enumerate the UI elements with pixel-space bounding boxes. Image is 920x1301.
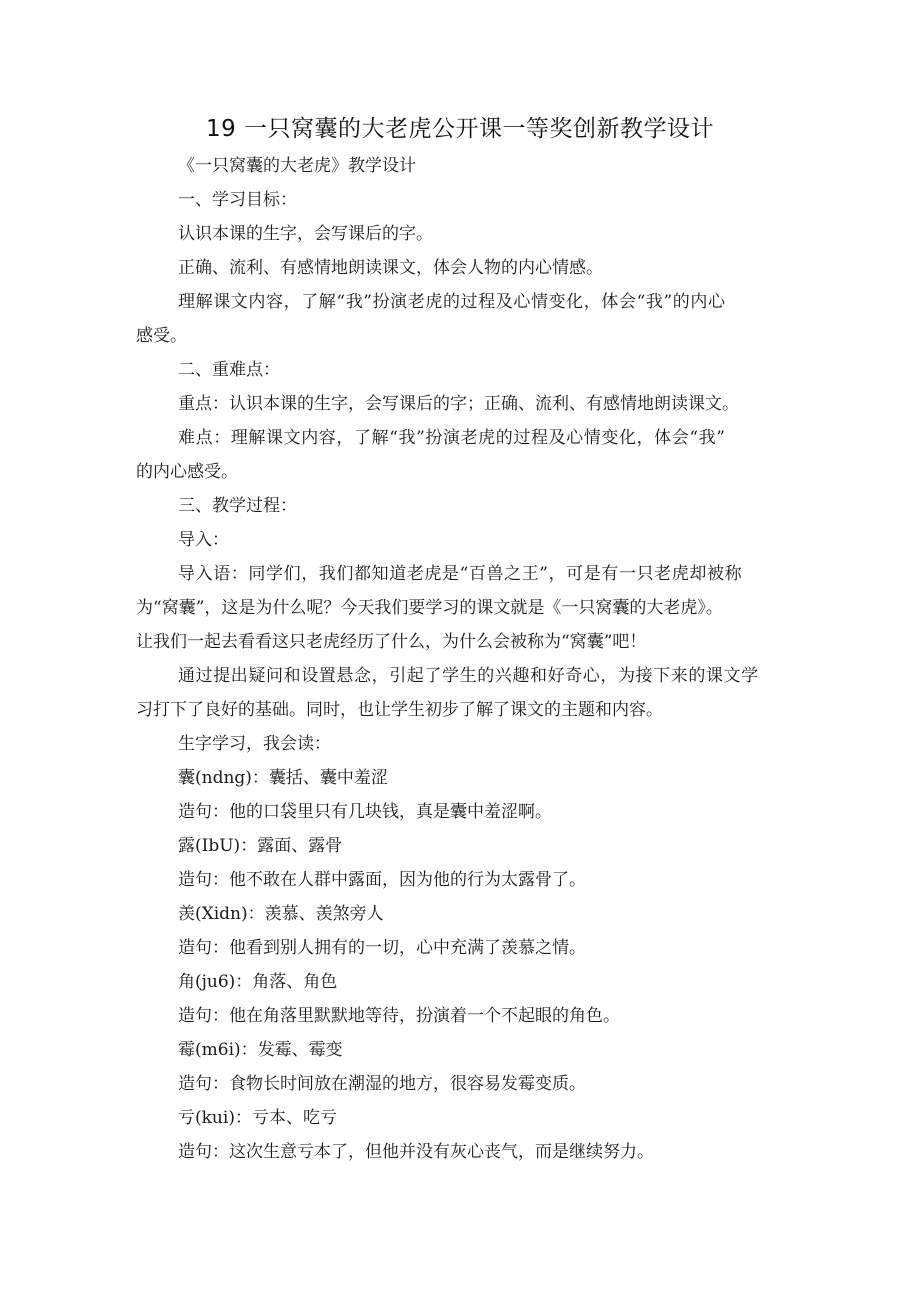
section-heading: 一、学习目标： xyxy=(178,190,297,210)
vocab-line: 露(IbU)：露面、露骨 xyxy=(178,836,343,856)
paragraph-line: 通过提出疑问和设置悬念，引起了学生的兴趣和好奇心，为接下来的课文学 xyxy=(178,666,759,686)
paragraph-line: 认识本课的生字，会写课后的字。 xyxy=(178,224,433,244)
paragraph-line: 习打下了良好的基础。同时，也让学生初步了解了课文的主题和内容。 xyxy=(136,700,663,720)
vocab-line: 霉(m6i)：发霉、霉变 xyxy=(178,1040,343,1060)
vocab-line: 亏(kui)：亏本、吃亏 xyxy=(178,1108,337,1128)
paragraph-line: 导入语：同学们，我们都知道老虎是“百兽之王”，可是有一只老虎却被称 xyxy=(178,564,743,584)
subtitle-line: 《一只窝囊的大老虎》教学设计 xyxy=(178,156,416,176)
section-heading: 二、重难点： xyxy=(178,360,280,380)
vocab-line: 角(ju6)：角落、角色 xyxy=(178,972,338,992)
paragraph-line: 生字学习，我会读： xyxy=(178,734,331,754)
paragraph-line: 难点：理解课文内容，了解“我”扮演老虎的过程及心情变化，体会“我” xyxy=(178,428,726,448)
paragraph-line: 导入： xyxy=(178,530,229,550)
example-sentence: 造句：他在角落里默默地等待，扮演着一个不起眼的角色。 xyxy=(178,1006,620,1026)
example-sentence: 造句：他不敢在人群中露面，因为他的行为太露骨了。 xyxy=(178,870,586,890)
document-body xyxy=(136,149,800,1169)
example-sentence: 造句：食物长时间放在潮湿的地方，很容易发霉变质。 xyxy=(178,1074,586,1094)
vocab-line: 囊(ndng)：囊括、囊中羞涩 xyxy=(178,768,388,788)
paragraph-line: 感受。 xyxy=(136,326,187,346)
paragraph-line: 正确、流利、有感情地朗读课文，体会人物的内心情感。 xyxy=(178,258,603,278)
paragraph-line: 理解课文内容，了解“我”扮演老虎的过程及心情变化，体会“我”的内心 xyxy=(178,292,726,312)
paragraph-line: 让我们一起去看看这只老虎经历了什么，为什么会被称为“窝囊”吧！ xyxy=(136,632,647,652)
paragraph-line: 重点：认识本课的生字，会写课后的字；正确、流利、有感情地朗读课文。 xyxy=(178,394,739,414)
document-title: 19 一只窝囊的大老虎公开课一等奖创新教学设计 xyxy=(205,116,715,142)
example-sentence: 造句：他看到别人拥有的一切，心中充满了羡慕之情。 xyxy=(178,938,586,958)
section-heading: 三、教学过程： xyxy=(178,496,297,516)
paragraph-line: 的内心感受。 xyxy=(136,462,238,482)
paragraph-line: 为“窝囊”，这是为什么呢？今天我们要学习的课文就是《一只窝囊的大老虎》。 xyxy=(136,598,723,618)
example-sentence: 造句：这次生意亏本了，但他并没有灰心丧气，而是继续努力。 xyxy=(178,1142,654,1162)
example-sentence: 造句：他的口袋里只有几块钱，真是囊中羞涩啊。 xyxy=(178,802,552,822)
vocab-line: 羡(Xidn)：羡慕、羡煞旁人 xyxy=(178,904,384,924)
